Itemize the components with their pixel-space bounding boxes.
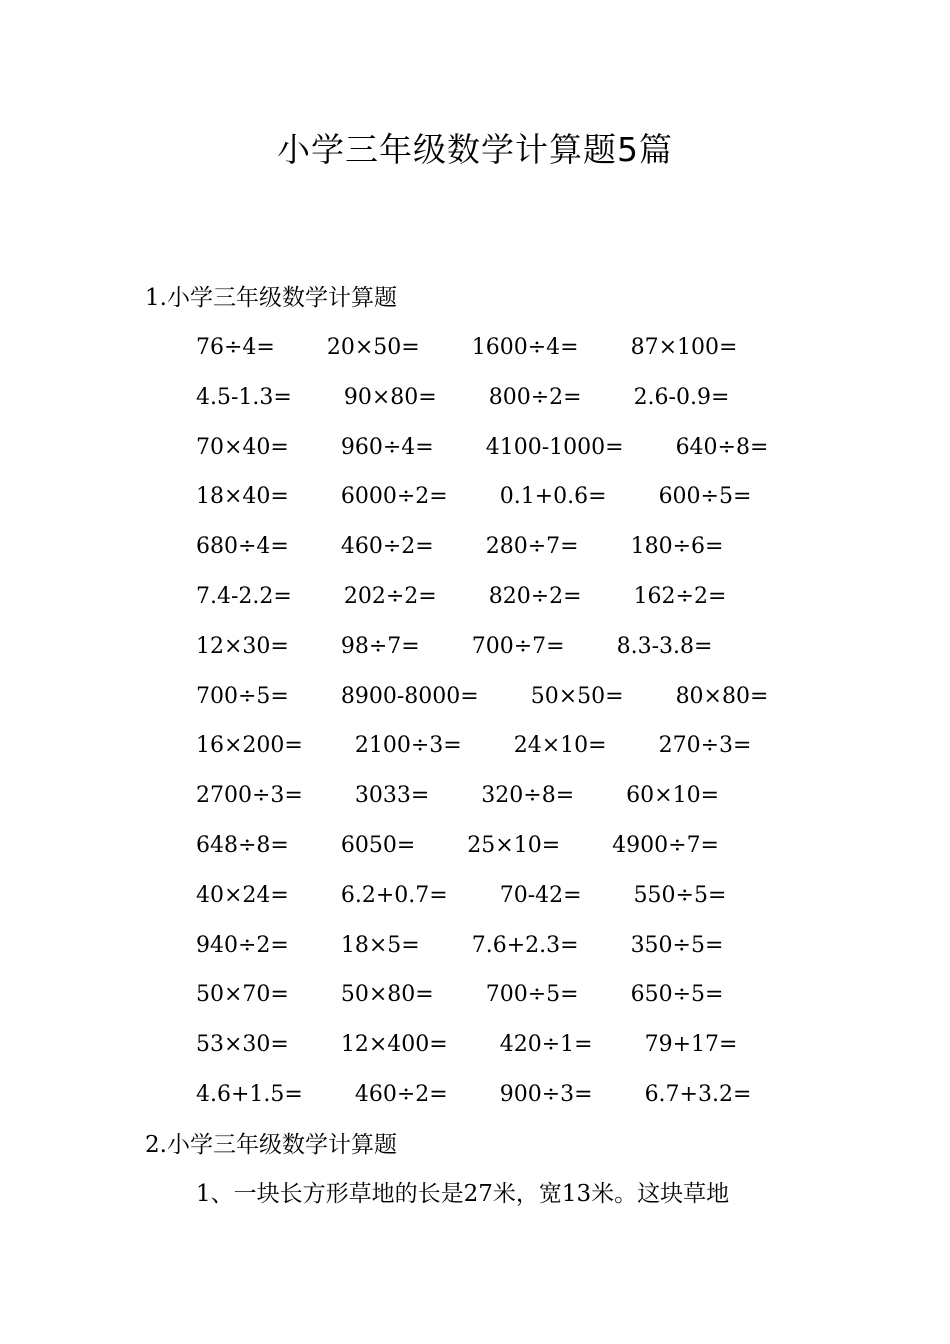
exercise-item: 648÷8= — [196, 833, 289, 858]
exercise-item: 940÷2= — [196, 932, 289, 958]
exercise-item: 202÷2= — [343, 584, 437, 609]
exercise-item: 162÷2= — [633, 584, 727, 609]
exercise-item: 6050= — [340, 833, 416, 858]
exercise-item: 700÷5= — [196, 683, 289, 709]
exercise-item: 70×40= — [196, 434, 289, 460]
exercise-item: 7.6+2.3= — [471, 932, 579, 958]
exercise-item: 1600÷4= — [471, 335, 579, 360]
exercise-item: 70-42= — [499, 882, 582, 908]
exercise-item: 40×24= — [196, 882, 289, 908]
exercise-item: 700÷7= — [471, 633, 565, 659]
exercise-item: 50×70= — [196, 982, 289, 1008]
exercise-item: 4.5-1.3= — [196, 384, 292, 410]
exercise-row — [0, 931, 950, 961]
exercise-item: 460÷2= — [354, 1082, 448, 1107]
exercise-item: 12×30= — [196, 633, 289, 659]
exercise-item: 820÷2= — [488, 584, 582, 609]
exercise-item: 53×30= — [196, 1032, 289, 1058]
exercise-item: 2.6-0.9= — [633, 384, 730, 410]
exercise-item: 0.1+0.6= — [499, 484, 607, 510]
exercise-row — [0, 1080, 950, 1110]
exercise-item: 76÷4= — [196, 335, 275, 360]
exercise-item: 460÷2= — [340, 534, 434, 560]
exercise-row — [0, 433, 950, 463]
exercise-item: 4900÷7= — [612, 833, 719, 858]
exercise-row — [0, 582, 950, 612]
exercise-item: 4100-1000= — [485, 434, 624, 460]
exercise-item: 550÷5= — [633, 882, 727, 908]
exercise-row — [0, 482, 950, 512]
exercise-item: 350÷5= — [630, 932, 724, 958]
exercise-row — [0, 731, 950, 761]
exercise-item: 18×5= — [340, 932, 420, 958]
exercise-item: 16×200= — [196, 733, 303, 759]
word-problem-1: 1、一块长方形草地的长是27米，宽13米。这块草地 — [196, 1181, 730, 1207]
exercise-row — [0, 532, 950, 562]
exercise-item: 90×80= — [343, 384, 437, 410]
exercise-item: 700÷5= — [485, 982, 579, 1008]
exercise-item: 6.7+3.2= — [644, 1082, 752, 1107]
exercise-item: 4.6+1.5= — [196, 1082, 303, 1107]
exercise-item: 2700÷3= — [196, 783, 303, 809]
exercise-row — [0, 980, 950, 1010]
exercise-row — [0, 682, 950, 712]
exercise-item: 6000÷2= — [340, 484, 448, 510]
exercise-item: 640÷8= — [675, 434, 769, 460]
exercise-item: 680÷4= — [196, 534, 289, 560]
exercise-item: 12×400= — [340, 1032, 448, 1058]
exercise-item: 3033= — [354, 783, 430, 809]
exercise-row — [0, 333, 950, 363]
exercise-item: 7.4-2.2= — [196, 584, 292, 609]
exercise-item: 8900-8000= — [340, 683, 479, 709]
exercise-item: 79+17= — [644, 1032, 738, 1058]
section-heading-1: 1.小学三年级数学计算题 — [145, 285, 397, 311]
exercise-item: 6.2+0.7= — [340, 882, 448, 908]
exercise-item: 50×80= — [340, 982, 434, 1008]
exercise-item: 80×80= — [675, 683, 769, 709]
exercise-row — [0, 831, 950, 861]
exercise-item: 98÷7= — [340, 633, 420, 659]
document-title: 小学三年级数学计算题5篇 — [277, 130, 673, 169]
exercise-row — [0, 383, 950, 413]
exercise-item: 24×10= — [513, 733, 607, 759]
exercise-item: 600÷5= — [658, 484, 752, 510]
exercise-item: 650÷5= — [630, 982, 724, 1008]
exercise-item: 960÷4= — [340, 434, 434, 460]
exercise-item: 25×10= — [467, 833, 561, 858]
exercise-row — [0, 632, 950, 662]
exercise-item: 87×100= — [630, 335, 738, 360]
exercise-item: 180÷6= — [630, 534, 724, 560]
exercise-item: 270÷3= — [658, 733, 752, 759]
exercise-item: 420÷1= — [499, 1032, 593, 1058]
exercise-item: 20×50= — [326, 335, 420, 360]
section-heading-2: 2.小学三年级数学计算题 — [145, 1132, 397, 1158]
exercise-item: 18×40= — [196, 484, 289, 510]
exercise-row — [0, 1030, 950, 1060]
exercise-item: 50×50= — [530, 683, 624, 709]
exercise-row — [0, 881, 950, 911]
exercise-item: 320÷8= — [481, 783, 575, 809]
exercise-item: 60×10= — [626, 783, 719, 809]
exercise-item: 280÷7= — [485, 534, 579, 560]
exercise-item: 800÷2= — [488, 384, 582, 410]
exercise-item: 900÷3= — [499, 1082, 593, 1107]
exercise-row — [0, 781, 950, 811]
exercise-item: 8.3-3.8= — [616, 633, 713, 659]
exercise-item: 2100÷3= — [354, 733, 462, 759]
